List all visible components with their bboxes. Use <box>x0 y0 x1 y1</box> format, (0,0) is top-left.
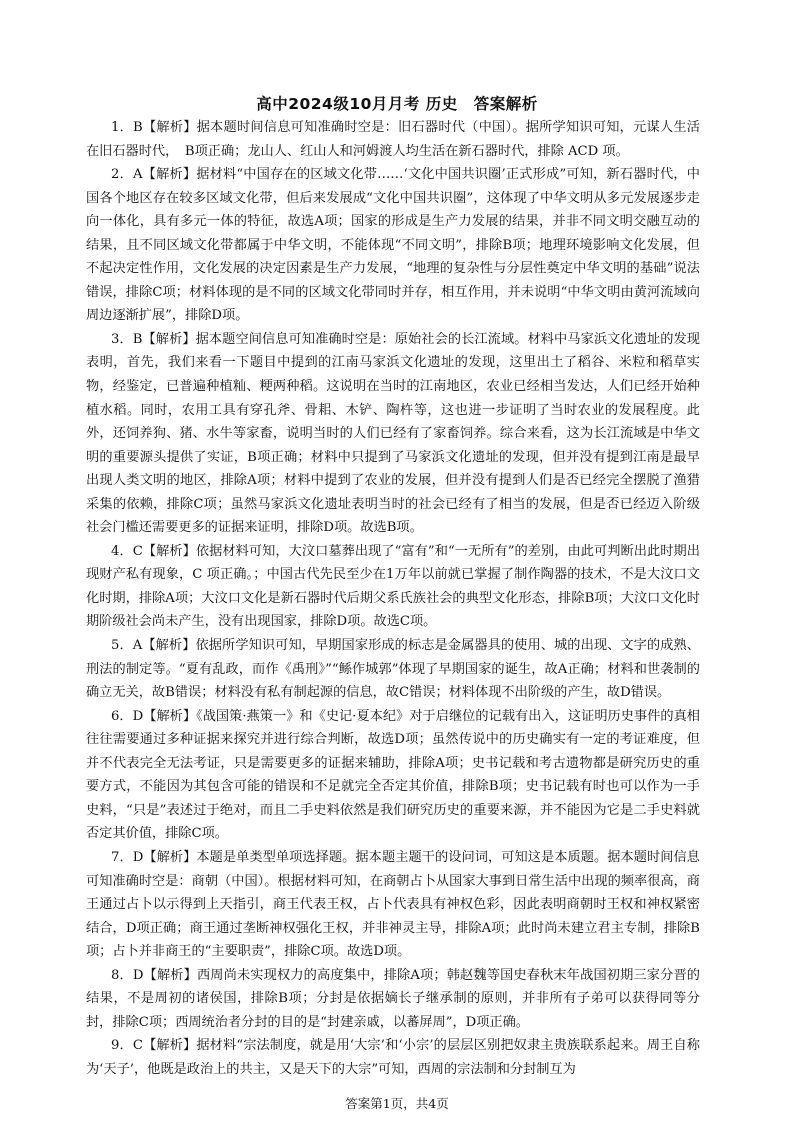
answer-list <box>86 116 700 1081</box>
answer-item-9: 9．C【解析】据材料“宗法制度，就是用‘大宗’和‘小宗’的层层区别把奴隶主贵族联系起来。周王自称为‘天子’，他既是政治上的共主，又是天下的大宗”可知，西周的宗法制和分封制互为 <box>86 1038 700 1077</box>
answer-item-6: 6．D【解析】《战国策·燕策一》和《史记·夏本纪》对于启继位的记载有出入，这证明历史事件的真相往往需要通过多种证据来探究并进行综合判断，故选D项；虽然传说中的历史确实有一定的考证难度，但并不代表完全无法考证，只是需要更多的证据来辅助，排除A项；史书记载和考古遗物都是研究历史的重要方式，不能因为其包含可能的错误和不足就完全否定其价值，排除B项；史书记载有时也可以作为一手史料，“只是”表述过于绝对，而且二手史料依然是我们研究历史的重要来源，并不能因为它是二手史料就否定其价值，排除C项。 <box>86 708 700 842</box>
answer-item-3: 3．B【解析】据本题空间信息可知准确时空是：原始社会的长江流域。材料中马家浜文化遗址的发现表明，首先，我们来看一下题目中提到的江南马家浜文化遗址的发现，这里出土了稻谷、米粒和稻草实物，经鉴定，已普遍种植籼、粳两种稻。这说明在当时的江南地区，农业已经相当发达，人们已经开始种植水稻。同时，农用工具有穿孔斧、骨耜、木铲、陶杵等，这也进一步证明了当时农业的发展程度。此外，还饲养狗、猪、水牛等家畜，说明当时的人们已经有了家畜饲养。综合来看，这为长江流域是中华文明的重要源头提供了实证，B项正确；材料中只提到了马家浜文化遗址的发现，但并没有提到江南是最早出现人类文明的地区，排除A项；材料中提到了农业的发展，但并没有提到人们是否已经完全摆脱了渔猎采集的依赖，排除C项；虽然马家浜文化遗址表明当时的社会已经有了相当的发展，但是否已经迈入阶级社会门槛还需要更多的证据来证明，排除D项。故选B项。 <box>86 331 700 536</box>
answer-item-5: 5．A【解析】依据所学知识可知，早期国家形成的标志是金属器具的使用、城的出现、文字的成熟、刑法的制定等。“夏有乱政，而作《禹刑》”“鲧作城郭”体现了早期国家的诞生，故A正确；材料和世袭制的确立无关，故B错误；材料没有私有制起源的信息，故C错误；材料体现不出阶级的产生，故D错误。 <box>86 638 700 701</box>
answer-item-2: 2．A【解析】据材料“中国存在的区域文化带……‘文化中国共识圈’正式形成”可知，新石器时代，中国各个地区存在较多区域文化带，但后来发展成“文化中国共识圈”，这体现了中华文明从多元发展逐步走向一体化，具有多元一体的特征，故选A项；国家的形成是生产力发展的结果，并非不同文明交融互动的结果，且不同区域文化带都属于中华文明，不能体现“不同文明”，排除B项；地理环境影响文化发展，但不起决定性作用，文化发展的决定因素是生产力发展，“地理的复杂性与分层性奠定中华文明的基础”说法错误，排除C项；材料体现的是不同的区域文化带同时并存，相互作用，并未说明“中华文明由黄河流域向周边逐渐扩展”，排除D项。 <box>86 167 700 324</box>
page-title: 高中2024级10月月考 历史 答案解析 <box>256 95 538 113</box>
answer-item-8: 8．D【解析】西周尚未实现权力的高度集中，排除A项；韩赵魏等国史春秋末年战国初期三家分晋的结果，不是周初的诸侯国，排除B项；分封是依据嫡长子继承制的原则，并非所有子弟可以获得同等分封，排除C项；西周统治者分封的目的是“封建亲戚，以蕃屏周”，D项正确。 <box>86 967 700 1030</box>
page-footer: 答案第1页，共4页 <box>345 1096 449 1111</box>
answer-item-4: 4．C【解析】依据材料可知，大汶口墓葬出现了“富有”和“一无所有”的差别，由此可判断出此时期出现财产私有现象，C 项正确。；中国古代先民至少在1万年以前就已掌握了制作陶器的技术，不是大汶口文化时期，排除A项；大汶口文化是新石器时代后期父系氏族社会的典型文化形态，排除B项；大汶口文化时期阶级社会尚未产生，没有出现国家，排除D项。故选C项。 <box>86 543 700 630</box>
answer-item-1: 1．B【解析】据本题时间信息可知准确时空是：旧石器时代（中国）。据所学知识可知，元谋人生活在旧石器时代， B项正确；龙山人、红山人和河姆渡人均生活在新石器时代，排除 ACD 项。 <box>86 120 700 159</box>
answer-item-7: 7．D【解析】本题是单类型单项选择题。据本题主题干的设问词，可知这是本质题。据本题时间信息可知准确时空是：商朝（中国）。根据材料可知，在商朝占卜从国家大事到日常生活中出现的频率很高，商王通过占卜以示得到上天指引，商王代表王权，占卜代表具有神权色彩，因此表明商朝时王权和神权紧密结合，D项正确；商王通过垄断神权强化王权，并非神灵主导，排除A项；此时尚未建立君主专制，排除B项；占卜并非商王的“主要职责”，排除C项。故选D项。 <box>86 849 700 960</box>
